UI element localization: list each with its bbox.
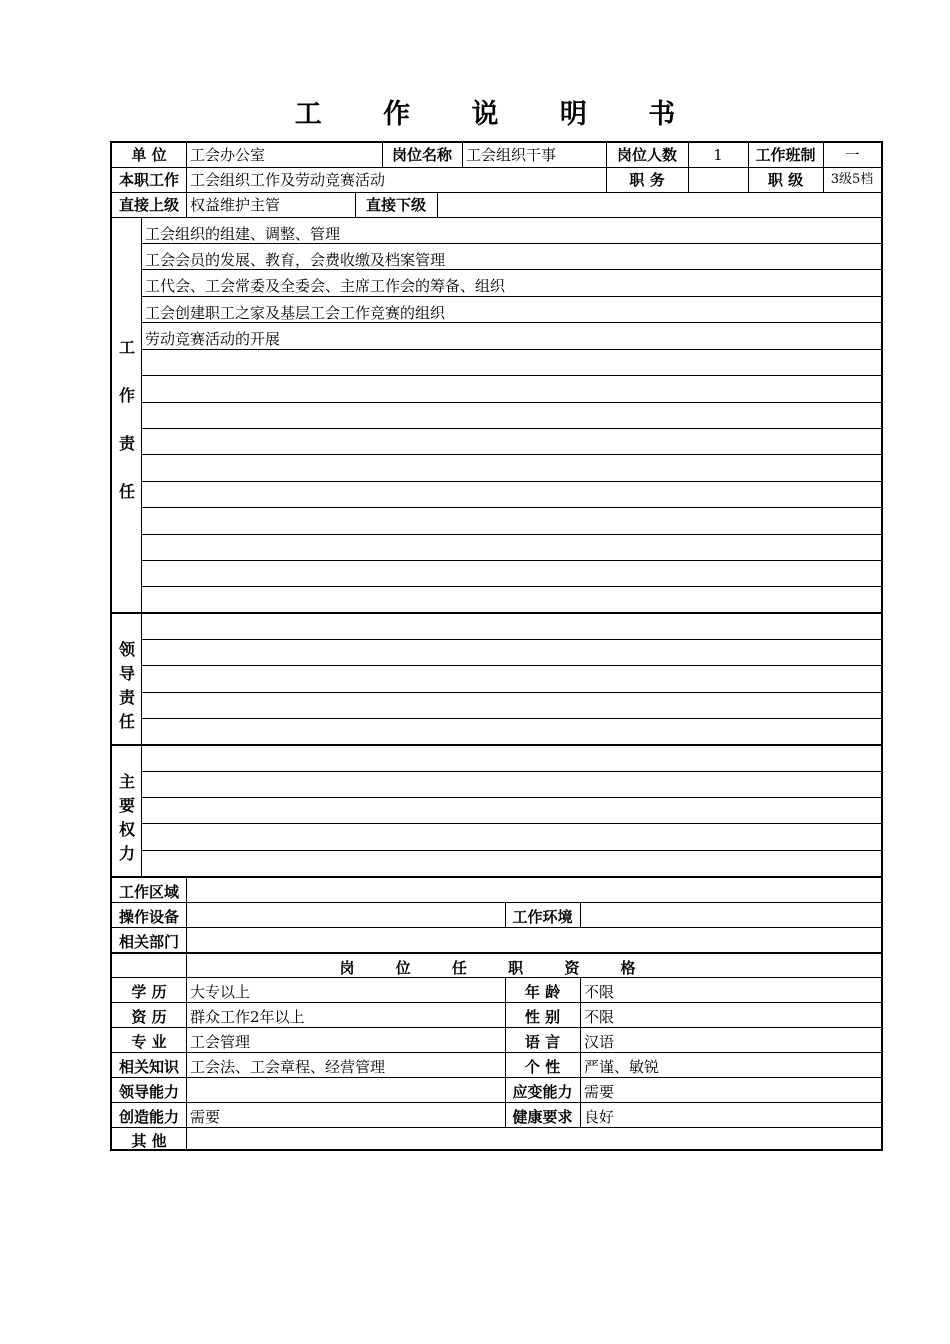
authority-label-char: 力 [118,844,135,863]
main-work-value: 工会组织工作及劳动竞赛活动 [190,171,386,189]
work-area-label: 工作区域 [118,883,179,901]
row-line [142,797,881,798]
language-value: 汉语 [584,1033,615,1051]
authority-label-char: 主 [118,772,135,791]
row-line [142,560,881,561]
responsibility-item: 工会会员的发展、教育，会费收缴及档案管理 [145,251,446,269]
creativity-label: 创造能力 [118,1108,179,1126]
row-line [142,402,881,403]
job-description-form [110,141,883,1151]
unit-value: 工会办公室 [190,146,266,164]
subordinate-label: 直接下级 [365,196,426,214]
language-label: 语 言 [524,1033,561,1051]
adaptability-label: 应变能力 [512,1083,573,1101]
responsibility-item: 工会组织的组建、调整、管理 [145,225,341,243]
row-line [142,639,881,640]
row-line [142,454,881,455]
col-line [186,876,187,1151]
knowledge-value: 工会法、工会章程、经营管理 [190,1058,386,1076]
grade-label: 职 级 [767,171,804,189]
adaptability-value: 需要 [584,1083,615,1101]
education-value: 大专以上 [190,983,251,1001]
col-line [580,902,581,927]
row-line [142,507,881,508]
knowledge-label: 相关知识 [118,1058,179,1076]
experience-value: 群众工作2年以上 [190,1008,305,1026]
col-line [462,143,463,167]
health-value: 良好 [584,1108,615,1126]
row-line [112,1102,881,1103]
superior-value: 权益维护主管 [190,196,281,214]
responsibility-item: 工会创建职工之家及基层工会工作竞赛的组织 [145,304,446,322]
row-line [142,692,881,693]
row-line [142,375,881,376]
row-line [112,927,881,928]
post-count-value: 1 [713,146,723,164]
section-line [112,612,881,614]
education-label: 学 历 [131,983,167,1001]
environment-label: 工作环境 [512,908,573,926]
row-line [112,217,881,218]
row-line [142,665,881,666]
qualifications-heading: 岗 位 任 职 资 格 [339,959,654,977]
post-count-label: 岗位人数 [616,146,677,164]
personality-value: 严谨、敏锐 [584,1058,660,1076]
personality-label: 个 性 [524,1058,561,1076]
row-line [142,428,881,429]
age-value: 不限 [584,983,615,1001]
superior-label: 直接上级 [118,196,179,214]
post-name-label: 岗位名称 [391,146,452,164]
gender-value: 不限 [584,1008,615,1026]
leadership-ability-label: 领导能力 [118,1083,179,1101]
row-line [112,902,881,903]
leadership-label-char: 导 [118,664,135,683]
row-line [142,771,881,772]
section-line [112,744,881,746]
responsibility-label-char: 作 [118,386,135,405]
leadership-label-char: 责 [118,688,135,707]
post-name-value: 工会组织干事 [466,146,557,164]
leadership-label-char: 领 [118,640,135,659]
major-label: 专 业 [131,1033,167,1051]
row-line [142,481,881,482]
row-line [112,1127,881,1128]
document-title: 工 作 说 明 书 [294,99,702,130]
authority-label-char: 要 [118,796,135,815]
responsibility-label-char: 工 [118,338,135,357]
leadership-label-char: 任 [118,712,135,731]
col-line [437,192,438,217]
main-work-label: 本职工作 [118,171,179,189]
responsibility-label-char: 责 [118,434,135,453]
gender-label: 性 别 [524,1008,561,1026]
row-line [142,586,881,587]
creativity-value: 需要 [190,1108,221,1126]
other-label: 其 他 [131,1132,167,1150]
row-line [142,718,881,719]
responsibility-item: 工代会、工会常委及全委会、主席工作会的筹备、组织 [145,277,506,295]
health-label: 健康要求 [512,1108,573,1126]
row-line [142,534,881,535]
section-line [112,952,881,954]
age-label: 年 龄 [524,983,561,1001]
col-line [580,977,581,1127]
section-line [112,876,881,878]
grade-value: 3级5档 [830,172,874,187]
responsibility-label-char: 任 [118,482,135,501]
col-line [186,143,187,217]
major-value: 工会管理 [190,1033,251,1051]
shift-label: 工作班制 [755,146,816,164]
departments-label: 相关部门 [118,933,179,951]
unit-label: 单 位 [131,146,167,164]
row-line [142,823,881,824]
responsibility-item: 劳动竞赛活动的开展 [145,330,281,348]
shift-value: 一 [844,146,860,164]
duty-label: 职 务 [629,171,665,189]
authority-label-char: 权 [118,820,135,839]
equipment-label: 操作设备 [118,908,179,926]
experience-label: 资 历 [131,1008,167,1026]
row-line [142,850,881,851]
